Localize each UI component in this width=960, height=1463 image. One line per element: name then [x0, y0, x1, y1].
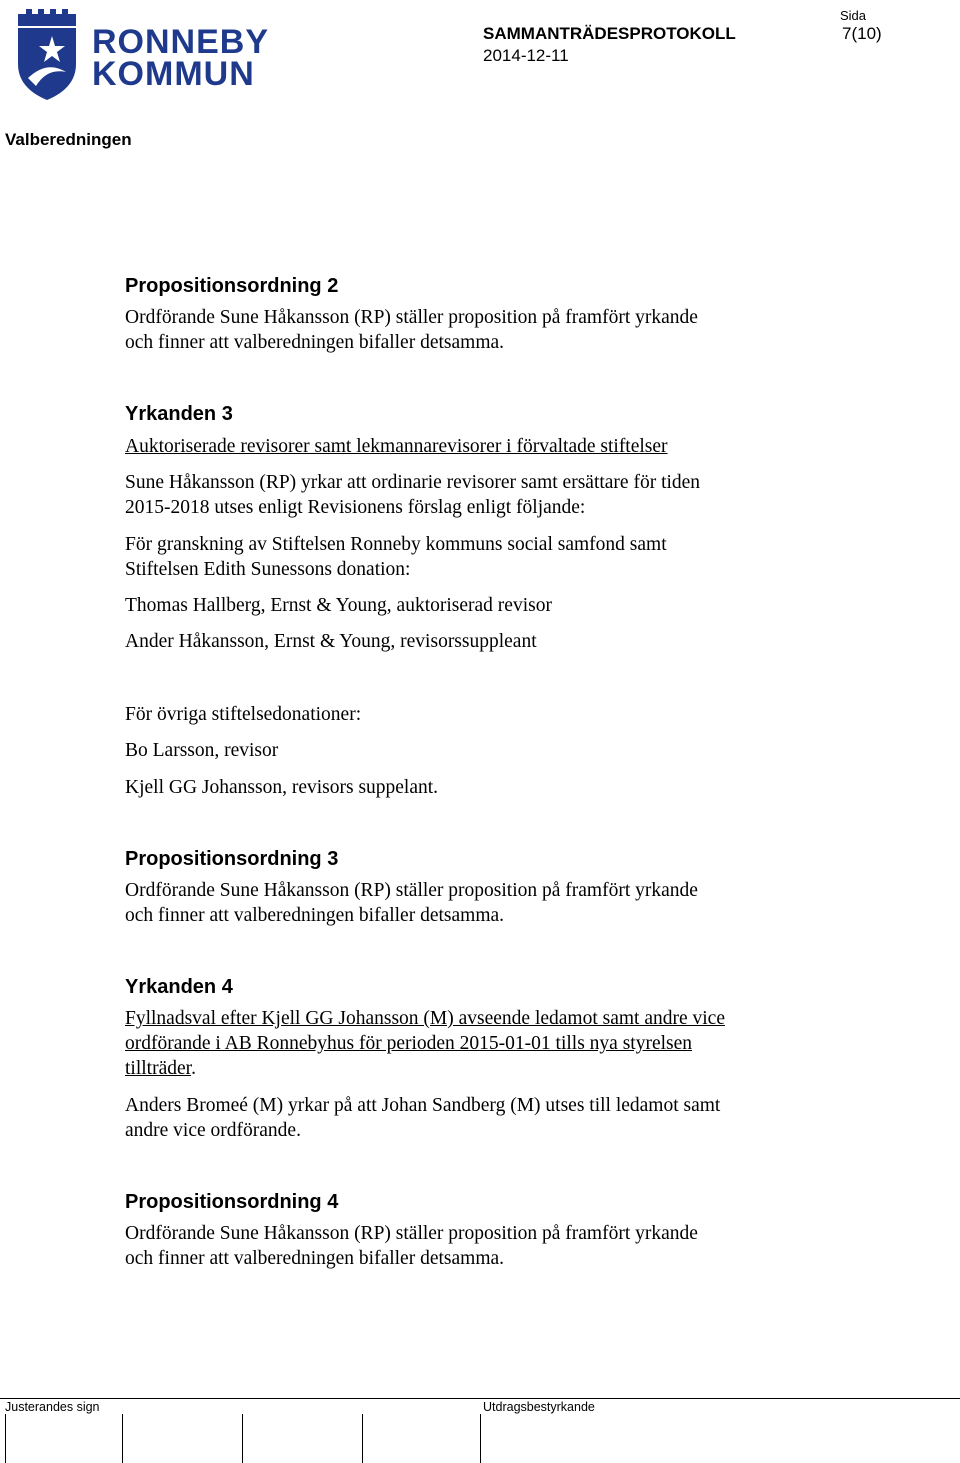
department-title: Valberedningen [5, 130, 132, 149]
page-number: 7(10) [842, 24, 882, 43]
signature-box-divider [242, 1414, 243, 1463]
section-heading: Yrkanden 3 [125, 403, 233, 425]
subject-line: Fyllnadsval efter Kjell GG Johansson (M) avseende ledamot samt andre vice [125, 1008, 725, 1029]
paragraph-line: Bo Larsson, revisor [125, 740, 279, 761]
paragraph-line: Ander Håkansson, Ernst & Young, revisorssuppleant [125, 631, 537, 652]
paragraph-line: 2015-2018 utses enligt Revisionens förslag enligt följande: [125, 497, 586, 518]
municipality-name [92, 23, 270, 93]
certification-label: Utdragsbestyrkande [483, 1400, 595, 1414]
subject-line: Auktoriserade revisorer samt lekmannarevisorer i förvaltade stiftelser [125, 436, 668, 457]
paragraph-line: Kjell GG Johansson, revisors suppelant. [125, 777, 439, 798]
page-label: Sida [840, 8, 867, 23]
meeting-date: 2014-12-11 [483, 46, 569, 65]
municipality-name-line1: RONNEBY [92, 23, 270, 61]
paragraph-line: andre vice ordförande. [125, 1120, 301, 1141]
paragraph-line: För övriga stiftelsedonationer: [125, 704, 362, 725]
paragraph-line: Anders Bromeé (M) yrkar på att Johan Sandberg (M) utses till ledamot samt [125, 1095, 721, 1116]
signature-box-divider [362, 1414, 363, 1463]
paragraph-line: och finner att valberedningen bifaller detsamma. [125, 332, 505, 353]
paragraph-line: Stiftelsen Edith Sunessons donation: [125, 559, 411, 580]
section-heading: Propositionsordning 4 [125, 1191, 339, 1213]
paragraph-line: och finner att valberedningen bifaller detsamma. [125, 905, 505, 926]
subject-line-last [125, 1056, 196, 1081]
paragraph-line: För granskning av Stiftelsen Ronneby kommuns social samfond samt [125, 534, 667, 555]
subject-line-tail: . [191, 1058, 196, 1079]
section-heading: Propositionsordning 3 [125, 848, 339, 870]
paragraph-line: Ordförande Sune Håkansson (RP) ställer proposition på framfört yrkande [125, 880, 698, 901]
paragraph-line: och finner att valberedningen bifaller detsamma. [125, 1248, 505, 1269]
municipality-name-line2: KOMMUN [92, 55, 255, 93]
coat-of-arms-icon [14, 6, 80, 102]
section-heading: Yrkanden 4 [125, 976, 233, 998]
paragraph-line: Thomas Hallberg, Ernst & Young, auktoriserad revisor [125, 595, 552, 616]
subject-line: ordförande i AB Ronnebyhus för perioden 2015-01-01 tills nya styrelsen [125, 1033, 693, 1054]
signature-label: Justerandes sign [5, 1400, 100, 1414]
subject-line-text: tillträder [125, 1058, 192, 1079]
signature-box-divider [480, 1414, 481, 1463]
document-type: SAMMANTRÄDESPROTOKOLL [483, 24, 736, 43]
footer-divider [0, 1398, 960, 1399]
section-heading: Propositionsordning 2 [125, 275, 339, 297]
paragraph-line: Ordförande Sune Håkansson (RP) ställer proposition på framfört yrkande [125, 307, 698, 328]
signature-box-divider [5, 1414, 6, 1463]
paragraph-line: Sune Håkansson (RP) yrkar att ordinarie revisorer samt ersättare för tiden [125, 472, 701, 493]
paragraph-line: Ordförande Sune Håkansson (RP) ställer proposition på framfört yrkande [125, 1223, 698, 1244]
signature-box-divider [122, 1414, 123, 1463]
municipality-logo [10, 2, 270, 102]
